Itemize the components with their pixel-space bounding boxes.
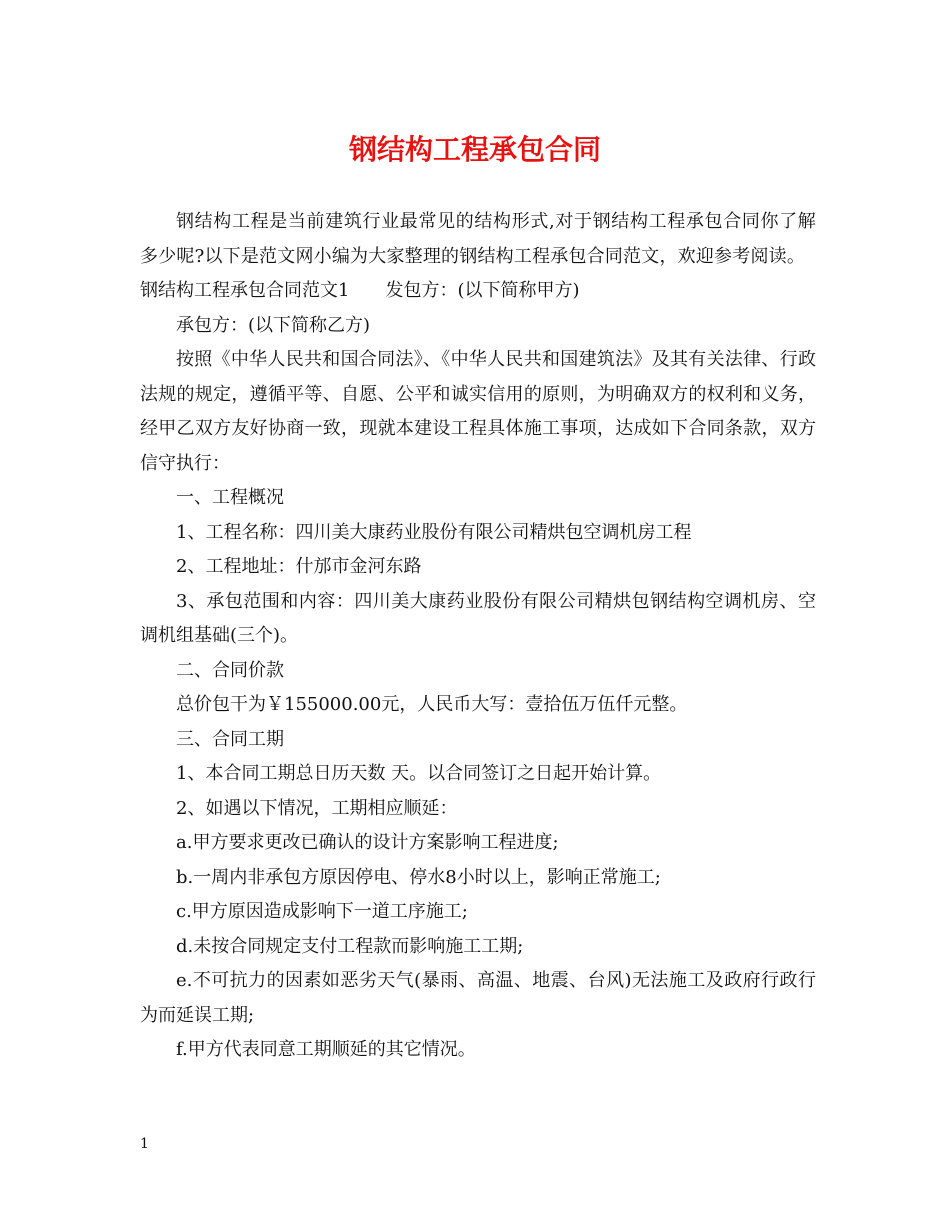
extension-item: 2、如遇以下情况，工期相应顺延： — [176, 797, 458, 819]
intro-paragraph: 钢结构工程是当前建筑行业最常见的结构形式,对于钢结构工程承包合同你了解多少呢?以下是范文网小编为大家整理的钢结构工程承包合同范文，欢迎参考阅读。 — [140, 211, 816, 267]
section-heading: 三、合同工期 — [176, 728, 284, 750]
section-heading: 二、合同价款 — [176, 659, 284, 681]
clause-item: f.甲方代表同意工期顺延的其它情况。 — [176, 1039, 476, 1060]
price-line: 总价包干为￥155000.00元，人民币大写：壹拾伍万伍仟元整。 — [176, 694, 688, 715]
clause-item: a.甲方要求更改已确认的设计方案影响工程进度; — [176, 832, 559, 853]
sample-heading: 钢结构工程承包合同范文1 — [140, 280, 350, 301]
sample-heading-line — [140, 274, 816, 309]
duration-item: 1、本合同工期总日历天数 天。以合同签订之日起开始计算。 — [176, 763, 662, 784]
document-body — [140, 205, 816, 1068]
project-name-item: 1、工程名称：四川美大康药业股份有限公司精烘包空调机房工程 — [176, 521, 692, 543]
clause-item: e.不可抗力的因素如恶劣天气(暴雨、高温、地震、台风)无法施工及政府行政行为而延误工期; — [140, 970, 816, 1026]
project-scope-item: 3、承包范围和内容：四川美大康药业股份有限公司精烘包钢结构空调机房、空调机组基础(三个)。 — [140, 590, 816, 646]
section-heading: 一、工程概况 — [176, 487, 284, 508]
project-address-item: 2、工程地址：什邡市金河东路 — [176, 556, 422, 577]
clause-item: b.一周内非承包方原因停电、停水8小时以上，影响正常施工; — [176, 866, 661, 888]
clause-item: c.甲方原因造成影响下一道工序施工; — [176, 901, 468, 922]
preamble-paragraph: 按照《中华人民共和国合同法》、《中华人民共和国建筑法》及其有关法律、行政法规的规定，遵循平等、自愿、公平和诚实信用的原则，为明确双方的权利和义务，经甲乙双方友好协商一致，现就本建设工程具体施工事项，达成如下合同条款，双方信守执行： — [140, 349, 816, 474]
contractor-line: 承包方：(以下简称乙方) — [176, 314, 371, 336]
employer-line: 发包方：(以下简称甲方) — [385, 280, 580, 301]
clause-item: d.未按合同规定支付工程款而影响施工工期; — [176, 935, 524, 957]
page-number: 1 — [140, 1136, 149, 1152]
document-title: 钢结构工程承包合同 — [348, 133, 601, 166]
